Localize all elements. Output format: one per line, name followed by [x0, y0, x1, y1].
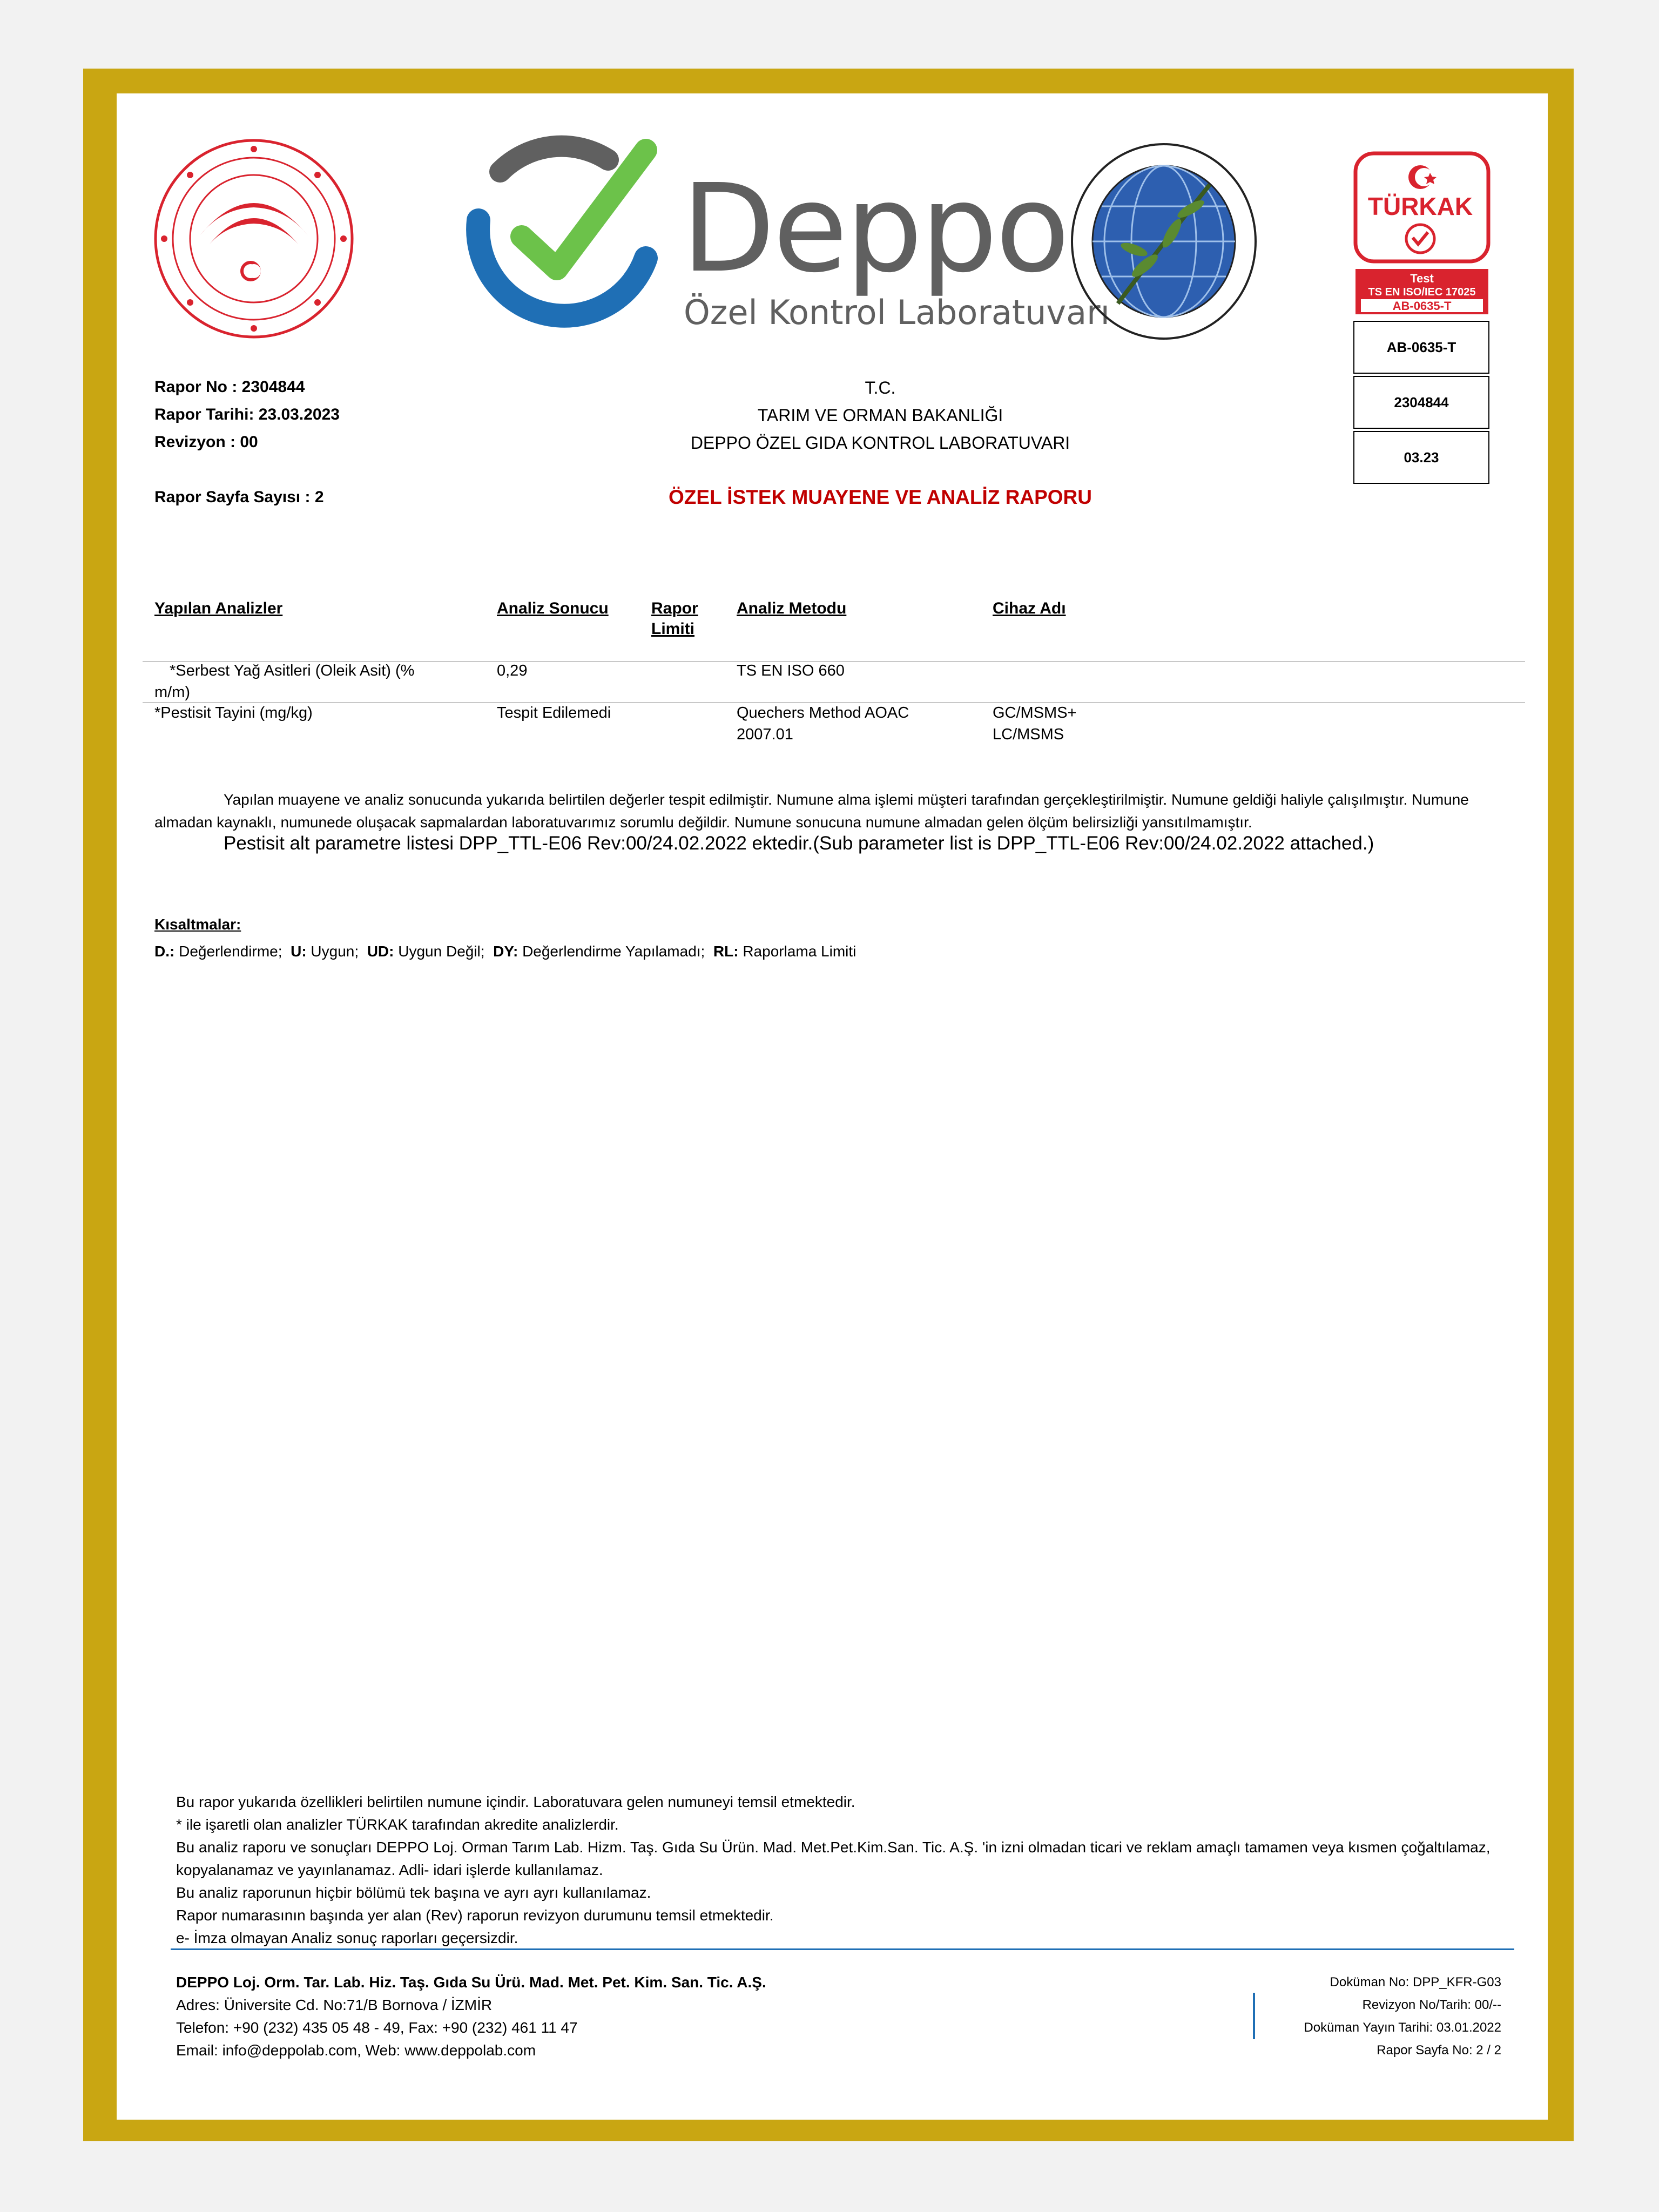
- footer-notes: [176, 1791, 1505, 1950]
- turkak-code: AB-0635-T: [1392, 299, 1452, 313]
- footer-note: e- İmza olmayan Analiz sonuç raporları geçersizdir.: [176, 1930, 518, 1946]
- footer-note: Bu rapor yukarıda özellikleri belirtilen numune içindir. Laboratuvara gelen numuneyi temsil etmektedir.: [176, 1793, 855, 1810]
- row2-result: Tespit Edilemedi: [497, 704, 611, 721]
- ioc-seal-logo: [1069, 141, 1258, 341]
- row1-analysis: *Serbest Yağ Asitleri (Oleik Asit) (% m/m): [154, 662, 415, 701]
- abbrev-title: Kısaltmalar:: [154, 916, 241, 933]
- report-date: Rapor Tarihi: 23.03.2023: [154, 406, 340, 423]
- col-header-device: Cihaz Adı: [993, 599, 1066, 617]
- col-header-analysis: Yapılan Analizler: [154, 599, 283, 617]
- ministry-seal-logo: [153, 138, 354, 339]
- footer-note: Bu analiz raporunun hiçbir bölümü tek başına ve ayrı ayrı kullanılamaz.: [176, 1884, 651, 1901]
- company-phone: Telefon: +90 (232) 435 05 48 - 49, Fax: +90 (232) 461 11 47: [176, 2019, 578, 2036]
- col-header-result: Analiz Sonucu: [497, 599, 609, 617]
- doc-revision: Revizyon No/Tarih: 00/--: [1362, 1998, 1501, 2012]
- footer-note: Bu analiz raporu ve sonuçları DEPPO Loj. Orman Tarım Lab. Hizm. Taş. Gıda Su Ürün. Mad. Met.Pet.Kim.San. Tic. A.Ş. 'in izni olmadan ticari ve reklam amaçlı tamamen veya kısmen çoğaltılamaz, kopyalanamaz ve yayınlanamaz. Adli- idari işlerde kullanılamaz.: [176, 1839, 1491, 1878]
- turkak-box-accreditation: AB-0635-T: [1353, 321, 1489, 374]
- doc-publish-date: Doküman Yayın Tarihi: 03.01.2022: [1304, 2020, 1501, 2035]
- footer-note: * ile işaretli olan analizler TÜRKAK tarafından akredite analizlerdir.: [176, 1816, 619, 1833]
- turkak-logo: [1353, 151, 1491, 316]
- report-page-count: Rapor Sayfa Sayısı : 2: [154, 488, 324, 506]
- result-statement: Yapılan muayene ve analiz sonucunda yukarıda belirtilen değerler tespit edilmiştir. Numune alma işlemi müşteri tarafından gerçekleştirilmiştir. Numune geldiği haliyle çalışılmıştır. Numune almadan kaynaklı, numunede oluşacak sapmalardan laboratuvarımız sorumlu değildir. Numune sonucuna numune almadan gelen ölçüm belirsizliği yansıtılmamıştır.: [154, 791, 1469, 831]
- report-number: Rapor No : 2304844: [154, 378, 305, 396]
- footer-note: Rapor numarasının başında yer alan (Rev) raporun revizyon durumunu temsil etmektedir.: [176, 1907, 774, 1924]
- deppo-check-logo: [457, 134, 667, 345]
- report-revision: Revizyon : 00: [154, 433, 258, 451]
- row1-result: 0,29: [497, 662, 528, 679]
- pesticide-note: Pestisit alt parametre listesi DPP_TTL-E06 Rev:00/24.02.2022 ektedir.(Sub parameter list is DPP_TTL-E06 Rev:00/24.02.2022 attached.): [224, 833, 1374, 854]
- header-tc: T.C.: [865, 378, 896, 397]
- footer-divider: [171, 1948, 1514, 1950]
- doc-info-divider: [1253, 1993, 1255, 2039]
- company-name: DEPPO Loj. Orm. Tar. Lab. Hiz. Taş. Gıda Su Ürü. Mad. Met. Pet. Kim. San. Tic. A.Ş.: [176, 1974, 766, 1991]
- doc-page-number: Rapor Sayfa No: 2 / 2: [1377, 2043, 1501, 2058]
- row2-method: Quechers Method AOAC 2007.01: [737, 704, 909, 743]
- header-ministry: TARIM VE ORMAN BAKANLIĞI: [757, 406, 1003, 425]
- turkak-standard: TS EN ISO/IEC 17025: [1368, 286, 1476, 298]
- row1-method: TS EN ISO 660: [737, 662, 845, 679]
- doc-number: Doküman No: DPP_KFR-G03: [1330, 1975, 1501, 1990]
- col-header-limit: Rapor Limiti: [651, 599, 698, 638]
- row2-analysis: *Pestisit Tayini (mg/kg): [154, 704, 313, 721]
- row2-device: GC/MSMS+ LC/MSMS: [993, 704, 1077, 743]
- header-lab-name: DEPPO ÖZEL GIDA KONTROL LABORATUVARI: [690, 433, 1070, 453]
- abbrev-list: D.: Değerlendirme; U: Uygun; UD: Uygun Değil; DY: Değerlendirme Yapılamadı; RL: Raporlama Limiti: [154, 943, 857, 960]
- report-title: ÖZEL İSTEK MUAYENE VE ANALİZ RAPORU: [669, 486, 1092, 508]
- turkak-test-label: Test: [1410, 272, 1434, 285]
- col-header-method: Analiz Metodu: [737, 599, 847, 617]
- turkak-wordmark: TÜRKAK: [1367, 192, 1473, 220]
- company-address: Adres: Üniversite Cd. No:71/B Bornova / İZMİR: [176, 1997, 493, 2013]
- deppo-subtitle: Özel Kontrol Laboratuvarı: [684, 293, 1110, 332]
- deppo-wordmark: Deppo: [682, 158, 1068, 300]
- turkak-box-report-no: 2304844: [1353, 376, 1489, 429]
- company-email: Email: info@deppolab.com, Web: www.deppolab.com: [176, 2042, 536, 2059]
- turkak-box-date: 03.23: [1353, 431, 1489, 484]
